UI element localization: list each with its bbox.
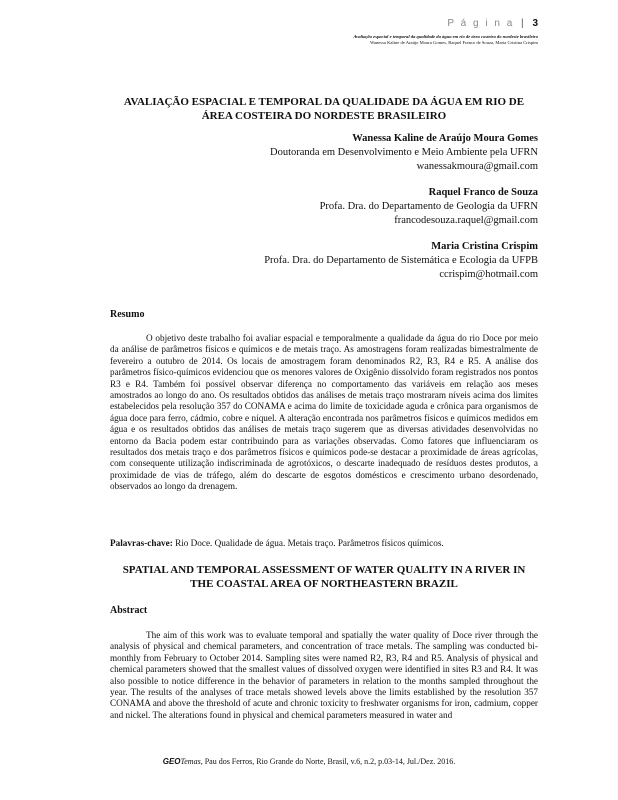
page-header bbox=[353, 18, 538, 46]
author-email: wanessakmoura@gmail.com bbox=[416, 161, 538, 172]
author-list bbox=[264, 132, 538, 294]
title-pt-line: AVALIAÇÃO ESPACIAL E TEMPORAL DA QUALIDADE DA ÁGUA EM RIO DE bbox=[123, 96, 525, 108]
author-email: ccrispim@hotmail.com bbox=[439, 269, 538, 280]
resumo-body: O objetivo deste trabalho foi avaliar espacial e temporalmente a qualidade da água do rio Doce por meio da análise de parâmetros físicos e químicos e de metais traço. As amostragens foram realizadas bimestralmente de fevereiro a outubro de 2014. Os locais de amostragem foram denominados R2, R3, R4 e R5. A análise dos parâmetros físico-químicos evidenciou que os menores valores de Oxigênio dissolvido foram registrados nos pontos R3 e R4. Também foi possível observar diferença no comportamento das variáveis em relação aos meses amostrados ao longo do ano. Os resultados obtidos das análises de metais traço mostraram níveis acima dos limites estabelecidos pela resolução 357 do CONAMA e acima do limite de toxicidade aguda e crônica para organismos de água doce para ferro, cádmio, cobre e níquel. A alteração encontrada nos parâmetros físicos e químicos medidos em água e os resultados obtidos das análises de metais traço sugerem que as diversas atividades desenvolvidas no entorno da Bacia podem estar contribuindo para as variações observadas. Como fatores que influenciaram os resultados dos metais traço e dos parâmetros físicos e químicos pode-se destacar a proximidade de áreas agrícolas, com consequente utilização indiscriminada de agrotóxicos, o descarte inadequado de resíduos destes produtos, a proximidade de vias de tráfego, além do descarte de esgotos domésticos e crescimento urbano desordenado, observados ao longo da drenagem. bbox=[110, 333, 538, 492]
title-pt-line: ÁREA COSTEIRA DO NORDESTE BRASILEIRO bbox=[201, 110, 447, 122]
page-number: 3 bbox=[532, 18, 538, 29]
page-footer bbox=[0, 757, 618, 766]
keywords bbox=[110, 538, 538, 549]
author-email: francodesouza.raquel@gmail.com bbox=[394, 215, 538, 226]
footer-citation: , Pau dos Ferros, Rio Grande do Norte, Brasil, v.6, n.2, p.03-14, Jul./Dez. 2016. bbox=[200, 757, 456, 766]
abstract-body: The aim of this work was to evaluate temporal and spatially the water quality of Doce river through the analysis of physical and chemical parameters, and concentration of trace metals. The sampling was conducted bi-monthly from February to October 2014. Sampling sites were named R2, R3, R4 and R5. Analysis of physical and chemical parameters showed that the smallest values of dissolved oxygen were identified in sites R3 and R4. It was also possible to notice difference in the behavior of parameters in relation to the months sampled throughout the year. The results of the analyses of trace metals showed levels above the limits established by the resolution 357 CONAMA and above the threshold of acute and chronic toxicity to freshwater organisms for iron, cadmium, copper and nickel. The alterations found in physical and chemical parameters measured in water and bbox=[110, 630, 538, 720]
page-word: P á g i n a bbox=[447, 18, 515, 29]
journal-logo-temas: Temas bbox=[180, 757, 201, 766]
author-name: Wanessa Kaline de Araújo Moura Gomes bbox=[352, 133, 538, 144]
title-en-line: SPATIAL AND TEMPORAL ASSESSMENT OF WATER QUALITY IN A RIVER IN bbox=[122, 564, 526, 576]
author-entry bbox=[264, 186, 538, 228]
running-authors: Wanessa Kaline de Araújo Moura Gomes, Raquel Franco de Souza, Maria Cristina Crispim bbox=[369, 40, 538, 45]
journal-logo-geo: GEO bbox=[162, 757, 181, 766]
author-name: Maria Cristina Crispim bbox=[431, 241, 538, 252]
author-affiliation: Doutoranda em Desenvolvimento e Meio Ambiente pela UFRN bbox=[270, 147, 538, 158]
abstract-heading: Abstract bbox=[110, 605, 148, 616]
keywords-text: Rio Doce. Qualidade de água. Metais traço. Parâmetros físicos químicos. bbox=[172, 538, 444, 548]
page-separator: | bbox=[521, 18, 526, 29]
author-name: Raquel Franco de Souza bbox=[428, 187, 538, 198]
journal-logo bbox=[163, 757, 201, 766]
author-entry bbox=[264, 132, 538, 174]
article-title-pt bbox=[110, 95, 538, 123]
resumo-heading: Resumo bbox=[110, 309, 145, 320]
title-en-line: THE COASTAL AREA OF NORTHEASTERN BRAZIL bbox=[190, 578, 458, 590]
author-affiliation: Profa. Dra. do Departamento de Sistemática e Ecologia da UFPB bbox=[264, 255, 538, 266]
author-affiliation: Profa. Dra. do Departamento de Geologia da UFRN bbox=[319, 201, 538, 212]
keywords-label: Palavras-chave: bbox=[110, 538, 173, 548]
author-entry bbox=[264, 240, 538, 282]
running-title: Avaliação espacial e temporal da qualidade da água em rio de área costeira do nordeste brasileiro bbox=[353, 34, 538, 39]
article-title-en bbox=[110, 563, 538, 591]
page-number-line bbox=[353, 18, 538, 29]
